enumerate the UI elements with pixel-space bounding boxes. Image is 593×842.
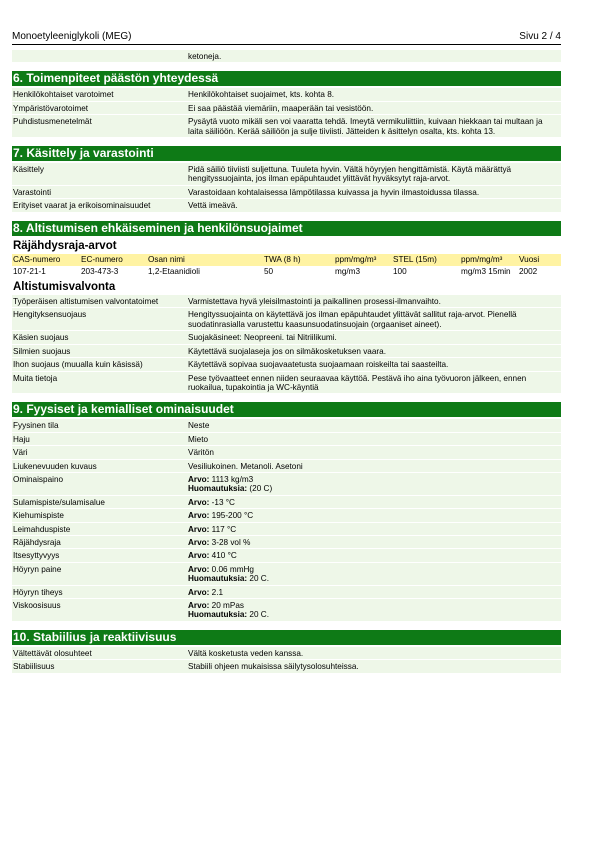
value-label: Arvo: bbox=[188, 524, 210, 534]
field-value: Varmistettava hyvä yleisilmastointi ja paikallinen prosessi-ilmanvaihto. bbox=[188, 297, 441, 307]
field-label: Stabiilisuus bbox=[13, 662, 55, 672]
column-header: Vuosi bbox=[519, 254, 540, 264]
table-row bbox=[12, 331, 561, 343]
subsection-title: Altistumisvalvonta bbox=[13, 281, 116, 294]
limits-table-header bbox=[12, 254, 561, 266]
value-label: Arvo: bbox=[188, 537, 210, 547]
field-label: Hengityksensuojaus bbox=[13, 310, 87, 320]
value-label: Arvo: bbox=[188, 497, 210, 507]
field-label: Ominaispaino bbox=[13, 474, 64, 484]
column-header: ppm/mg/m³ bbox=[461, 254, 503, 264]
field-value: Arvo: 117 °C bbox=[188, 524, 237, 534]
table-row bbox=[12, 496, 561, 508]
field-label: Väri bbox=[13, 448, 28, 458]
section-6-heading: 6. Toimenpiteet päästön yhteydessä bbox=[12, 71, 561, 86]
table-row bbox=[12, 358, 561, 370]
field-label: Viskoosisuus bbox=[13, 601, 61, 610]
column-header: CAS-numero bbox=[13, 254, 61, 264]
table-row bbox=[12, 345, 561, 357]
field-label: Muita tietoja bbox=[13, 373, 58, 383]
table-row bbox=[12, 163, 561, 185]
field-value: Varastoidaan kohtalaisessa lämpötilassa kuivassa ja hyvin ilmastoidussa tilassa. bbox=[188, 187, 480, 197]
field-label: Itsesyttyvyys bbox=[13, 551, 60, 561]
field-value: Vettä imeävä. bbox=[188, 201, 238, 211]
field-value: Arvo: 2.1 bbox=[188, 587, 224, 597]
field-value: Arvo: 195-200 °C bbox=[188, 511, 254, 521]
table-row bbox=[12, 199, 561, 211]
field-label: Sulamispiste/sulamisalue bbox=[13, 497, 105, 507]
remarks-label: Huomautuksia: bbox=[188, 610, 248, 620]
table-row bbox=[12, 536, 561, 548]
table-cell: 2002 bbox=[519, 266, 538, 276]
field-label: Ympäristövarotoimet bbox=[13, 103, 89, 113]
value-label: Arvo: bbox=[188, 587, 210, 597]
field-value: Arvo: 20 mPas Huomautuksia: 20 C. bbox=[188, 601, 269, 620]
field-value: Suojakäsineet: Neopreeni. tai Nitriilikumi. bbox=[188, 333, 337, 343]
section-9-heading: 9. Fyysiset ja kemialliset ominaisuudet bbox=[12, 402, 561, 417]
field-label: Haju bbox=[13, 434, 30, 444]
field-label: Silmien suojaus bbox=[13, 346, 71, 356]
table-row bbox=[12, 372, 561, 394]
table-row bbox=[12, 446, 561, 458]
field-value: Käytettävä suojalaseja jos on silmäkosketuksen vaara. bbox=[188, 346, 386, 356]
table-row bbox=[12, 115, 561, 137]
table-row bbox=[12, 599, 561, 621]
table-row bbox=[12, 295, 561, 307]
field-value: Mieto bbox=[188, 434, 209, 444]
table-row bbox=[12, 186, 561, 198]
table-row bbox=[12, 102, 561, 114]
table-row bbox=[12, 473, 561, 495]
field-value: Hengityssuojainta on käytettävä jos ilman epäpuhtaudet ylittävät sallitut raja-arvot. Pienellä suodatinrasialla varustettu kaasunsuodatinsuojain (orgaaniset aineet). bbox=[188, 310, 517, 329]
table-row bbox=[12, 647, 561, 659]
field-value: Vesiliukoinen. Metanoli. Asetoni bbox=[188, 461, 303, 471]
field-label: Höyryn tiheys bbox=[13, 587, 63, 597]
table-row bbox=[12, 523, 561, 535]
field-label: Käsittely bbox=[13, 165, 44, 175]
field-label: Erityiset vaarat ja erikoisominaisuudet bbox=[13, 201, 151, 211]
table-cell: 1,2-Etaanidioli bbox=[148, 266, 200, 276]
field-label: Ihon suojaus (muualla kuin käsissä) bbox=[13, 360, 143, 370]
field-label: Liukenevuuden kuvaus bbox=[13, 461, 97, 471]
table-row bbox=[12, 509, 561, 521]
section-8-heading: 8. Altistumisen ehkäiseminen ja henkilönsuojaimet bbox=[12, 221, 561, 236]
field-label: Höyryn paine bbox=[13, 564, 62, 574]
page-header bbox=[12, 31, 561, 45]
field-label: Puhdistusmenetelmät bbox=[13, 117, 92, 127]
table-row bbox=[12, 660, 561, 672]
section-7-heading: 7. Käsittely ja varastointi bbox=[12, 146, 561, 161]
column-header: Osan nimi bbox=[148, 254, 185, 264]
value-label: Arvo: bbox=[188, 564, 210, 574]
field-value: Pidä säiliö tiiviisti suljettuna. Tuuleta hyvin. Vältä höyryjen hengittämistä. Käytä määrättyä hengityssuojainta, jos ilman epäpuhtaudet ylittävät hyväksytyt raja-arvot. bbox=[188, 165, 512, 184]
field-label: Käsien suojaus bbox=[13, 333, 69, 343]
field-value: Arvo: 0.06 mmHg Huomautuksia: 20 C. bbox=[188, 564, 269, 584]
document-title: Monoetyleeniglykoli (MEG) bbox=[12, 31, 132, 42]
table-cell: 100 bbox=[393, 266, 407, 276]
table-row bbox=[12, 586, 561, 598]
limits-table-row bbox=[12, 266, 561, 277]
remarks-label: Huomautuksia: bbox=[188, 574, 248, 584]
table-cell: mg/m3 15min bbox=[461, 266, 511, 276]
column-header: ppm/mg/m³ bbox=[335, 254, 377, 264]
field-label: Fyysinen tila bbox=[13, 421, 59, 431]
column-header: STEL (15m) bbox=[393, 254, 437, 264]
field-value: Stabiili ohjeen mukaisissa säilytysolosuhteissa. bbox=[188, 662, 359, 672]
continuation-text: ketoneja. bbox=[188, 52, 222, 61]
table-cell: 203-473-3 bbox=[81, 266, 119, 276]
field-label: Varastointi bbox=[13, 187, 52, 197]
document-content bbox=[12, 50, 561, 674]
section-10-heading: 10. Stabiilius ja reaktiivisuus bbox=[12, 630, 561, 645]
table-row bbox=[12, 419, 561, 431]
table-row bbox=[12, 460, 561, 472]
field-label: Työperäisen altistumisen valvontatoimet bbox=[13, 297, 159, 307]
page-number: Sivu 2 / 4 bbox=[519, 31, 561, 42]
continuation-row bbox=[12, 50, 561, 62]
column-header: EC-numero bbox=[81, 254, 123, 264]
table-row bbox=[12, 88, 561, 100]
field-label: Henkilökohtaiset varotoimet bbox=[13, 90, 114, 100]
table-cell: 50 bbox=[264, 266, 274, 276]
remarks-label: Huomautuksia: bbox=[188, 484, 248, 494]
value-label: Arvo: bbox=[188, 474, 210, 484]
field-label: Räjähdysraja bbox=[13, 537, 61, 547]
field-value: Pese työvaatteet ennen niiden seuraavaa käyttöä. Pestävä iho aina työvuoron jälkeen, ennen ruokailua, tupakointia ja WC-käyntiä bbox=[188, 373, 527, 392]
table-row bbox=[12, 563, 561, 585]
field-value: Henkilökohtaiset suojaimet, kts. kohta 8. bbox=[188, 90, 335, 100]
field-value: Arvo: 410 °C bbox=[188, 551, 237, 561]
table-cell: 107-21-1 bbox=[13, 266, 46, 276]
value-label: Arvo: bbox=[188, 511, 210, 521]
field-value: Ei saa päästää viemäriin, maaperään tai vesistöön. bbox=[188, 103, 374, 113]
field-label: Vältettävät olosuhteet bbox=[13, 648, 92, 658]
subsection-title: Räjähdysraja-arvot bbox=[13, 239, 117, 252]
column-header: TWA (8 h) bbox=[264, 254, 301, 264]
field-value: Arvo: 1113 kg/m3 Huomautuksia: (20 C) bbox=[188, 474, 273, 494]
field-value: Käytettävä sopivaa suojavaatetusta suojaamaan roiskeilta tai saasteilta. bbox=[188, 360, 449, 370]
field-value: Vältä kosketusta veden kanssa. bbox=[188, 648, 304, 658]
table-cell: mg/m3 bbox=[335, 266, 361, 276]
value-label: Arvo: bbox=[188, 551, 210, 561]
table-row bbox=[12, 433, 561, 445]
value-label: Arvo: bbox=[188, 601, 210, 610]
field-value: Neste bbox=[188, 421, 210, 431]
field-value: Arvo: 3-28 vol % bbox=[188, 537, 251, 547]
field-value: Väritön bbox=[188, 448, 214, 458]
field-value: Pysäytä vuoto mikäli sen voi vaaratta tehdä. Imeytä vermikuliittiin, kuivaan hiekkaan tai multaan ja laita säiliöön. Kerää säiliöön ja sulje tiiviisti. Jätteiden k äsittelyn osalta, kts. kohta 13. bbox=[188, 117, 543, 136]
table-row bbox=[12, 308, 561, 330]
field-label: Kiehumispiste bbox=[13, 511, 64, 521]
table-row bbox=[12, 549, 561, 561]
field-value: Arvo: -13 °C bbox=[188, 497, 235, 507]
field-label: Leimahduspiste bbox=[13, 524, 71, 534]
